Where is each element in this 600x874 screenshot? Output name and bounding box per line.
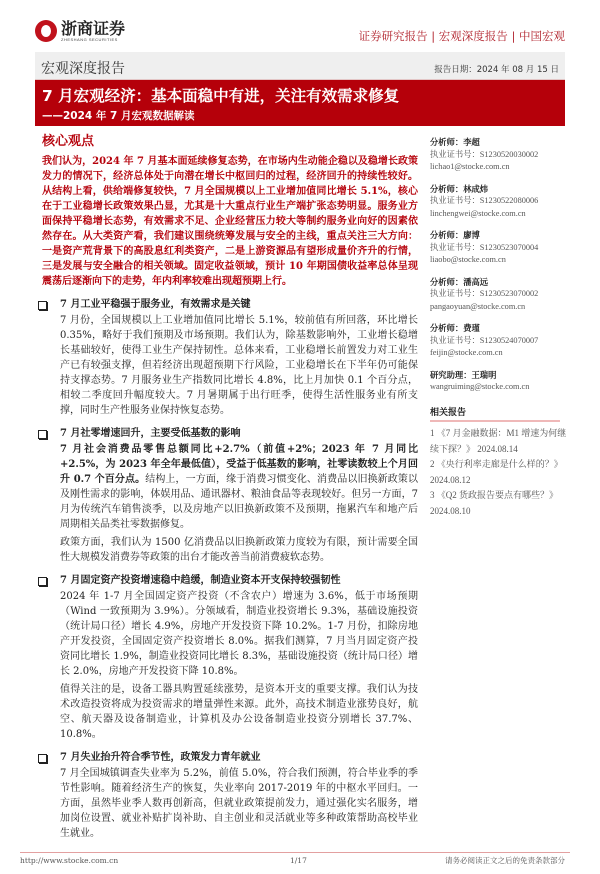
analyst-name: 分析师：林成炜 [430,183,489,194]
analyst-cert: 执业证书号：S1230523070004 [430,242,539,252]
analyst-cert: 执业证书号：S1230523070002 [430,289,539,298]
paragraph: 7 月全国城镇调查失业率为 5.2%，前值 5.0%，符合我们预测，符合毕业季的季节性影响。随着经济生产的恢复，失业率向 2017-2019 年的中枢水平回归。一方面，虽然毕业季人数再创新高，但就业政策提前发力，通过强化实名服务，增加岗位设置、就业补贴扩岗补助、自主创业和灵活就业等多种政策帮助高校毕业生就业。 [60,768,418,839]
section-heading: 7 月固定资产投资增速稳中趋缓，制造业资本开支保持较强韧性 [60,573,418,588]
analyst [430,229,570,267]
related-reports-heading: 相关报告 [430,406,560,423]
company-name: 浙商证券 [61,18,126,38]
analyst-name: 分析师：潘高远 [430,276,489,287]
core-view-heading: 核心观点 [42,134,95,149]
related-report-link[interactable]: 1 《7 月金融数据：M1 增速为何继续下探？》 2024.08.14 [430,428,567,454]
company-logo [35,20,125,42]
analyst-name: 分析师：李超 [430,137,480,147]
sidebar [430,136,570,519]
report-subtitle: ——2024 年 7 月宏观数据解读 [42,110,195,122]
related-report-link[interactable]: 3 《Q2 货政报告要点有哪些？》 2024.08.10 [430,490,559,516]
analyst-email[interactable]: pangaoyuan@stocke.com.cn [430,301,526,311]
analyst [430,322,570,360]
analyst-email[interactable]: linchengwei@stocke.com.cn [430,208,526,218]
assistant-name: 研究助理：王瑞明 [430,369,497,380]
analyst-email[interactable]: lichao1@stocke.com.cn [430,162,510,171]
assistant-email[interactable]: wangruiming@stocke.com.cn [430,382,530,391]
analyst-cert: 执业证书号：S1230520030002 [430,149,539,159]
main-column [42,133,418,844]
company-name-en: ZHESHANG SECURITIES [61,36,118,42]
footer [20,852,570,874]
section [60,750,418,841]
analyst [430,136,570,174]
report-type-band [35,52,565,80]
paragraph: 2024 年 1-7 月全国固定资产投资（不含农户）增速为 3.6%，低于市场预期（Wind 一致预期为 3.9%）。分领域看，制造业投资增长 9.3%，基础设施投资（统计局口径）增长 4.9%，房地产开发投资下降 10.2%。1-7 月份，扣除房地产开发投资，全国固定资产投资增长 8.0%。据我们测算，7 月当月固定资产投资同比增长 1.9%，制造业投资同比增长 8.3%，基础设施投资（统计局口径）增长 2.0%，房地产开发投资下降 10.8%。 [60,591,418,677]
footer-url[interactable]: http://www.stocke.com.cn [20,856,119,865]
title-banner [35,80,565,126]
report-title: 7 月宏观经济：基本面稳中有进，关注有效需求修复 [42,87,400,105]
analyst-name: 分析师：费瑾 [430,323,480,333]
report-type: 宏观深度报告 [41,61,125,77]
section-heading: 7 月失业抬升符合季节性，政策发力青年就业 [60,750,418,765]
section-heading: 7 月工业平稳强于服务业，有效需求是关键 [60,297,418,312]
section-heading: 7 月社零增速回升，主要受低基数的影响 [60,426,418,441]
analyst-email[interactable]: feijin@stocke.com.cn [430,348,503,357]
paragraph: 7 月份，全国规模以上工业增加值同比增长 5.1%，较前值有所回落，环比增长 0.35%，略好于我们预期及市场预期。我们认为，除基数影响外，工业增长稳增长基础较好，使得工业生产保持韧性。总体来看，工业稳增长前置发力对工业生产已有较强支撑，但若经济出现超预期下行风险，工业稳增长在下半年仍可能保持支撑态势。7 月服务业生产指数同比增长 4.8%，比上月加快 0.1 个百分点，相较二季度回升幅度较大。7 月暑期属于出行旺季，使得生活性服务业有所支撑，同时生产性服务业保持恢复态势。 [60,315,418,416]
analyst-email[interactable]: liaobo@stocke.com.cn [430,255,506,264]
analyst-cert: 执业证书号：S1230524070007 [430,335,539,345]
report-category: 证券研究报告 | 宏观深度报告 | 中国宏观 [358,29,565,43]
page-number: 1/17 [290,856,307,865]
analyst [430,183,570,221]
section [60,573,418,742]
footer-disclaimer: 请务必阅读正文之后的免责条款部分 [445,856,565,865]
research-assistant [430,369,570,394]
analyst-cert: 执业证书号：S1230522080006 [430,196,539,205]
paragraph: 政策方面，我们认为 1500 亿消费品以旧换新政策力度较为有限，预计需要全国性大规模发消费券等政策的出台才能改善当前消费疲软态势。 [60,537,418,563]
logo-icon [35,20,57,42]
analyst-name: 分析师：廖博 [430,230,480,240]
section [60,297,418,418]
report-date: 报告日期：2024 年 08 月 15 日 [434,65,559,75]
section [60,426,418,565]
core-view-text: 我们认为，2024 年 7 月基本面延续修复态势，在市场内生动能企稳以及稳增长政策发力的情况下，经济总体处于向潜在增长中枢回归的过程，经济回升的持续性较好。从结构上看，供给端修复较快，7 月全国规模以上工业增加值同比增长 5.1%，核心在于工业稳增长政策效果凸显，尤其是十大重点行业生产端扩张态势明显。服务业方面保持平稳增长态势，有效需求不足、企业经营压力较大等制约服务业向好的因素依然存在。从大类资产看，我们建议围绕统筹发展与安全的主线，重点关注三大方向：一是资产荒背景下的高股息红利类资产，二是上游资源品有望形成量价齐升的行情，三是发展与安全融合的相关领域。固定收益领域，预计 10 年期国债收益率总体呈现震荡后逐渐向下的走势，年内利率较难出现超预期上行。 [42,156,418,287]
related-report-link[interactable]: 2 《央行利率走廊是什么样的？》 2024.08.12 [430,459,563,485]
paragraph: 结构上，一方面，缘于消费习惯变化、消费品以旧换新政策以及刚性需求的影响，体娱用品、通讯器材、粮油食品等表现较好。但另一方面，7 月为传统汽车销售淡季，以及房地产以旧换新政策不及预期，拖累汽车和地产后周期相关品类社零数据修复。 [60,474,418,530]
bold-lead: 7 月社会消费品零售总额同比+2.7%（前值+2%；2023 年 7 月同比+2.5%，为 2023 年全年最低值），受益于低基数的影响，社零读数较上个月回升 0.7 个百分点。 [60,444,418,485]
analyst [430,276,570,314]
paragraph: 值得关注的是，设备工器具购置延续涨势，是资本开支的重要支撑。我们认为技术改造投资将成为投资需求的增量弹性来源。此外，高技术制造业涨势良好，航空、航天器及设备制造业，计算机及办公设备制造业投资分别增长 37.7%、10.8%。 [60,684,418,740]
